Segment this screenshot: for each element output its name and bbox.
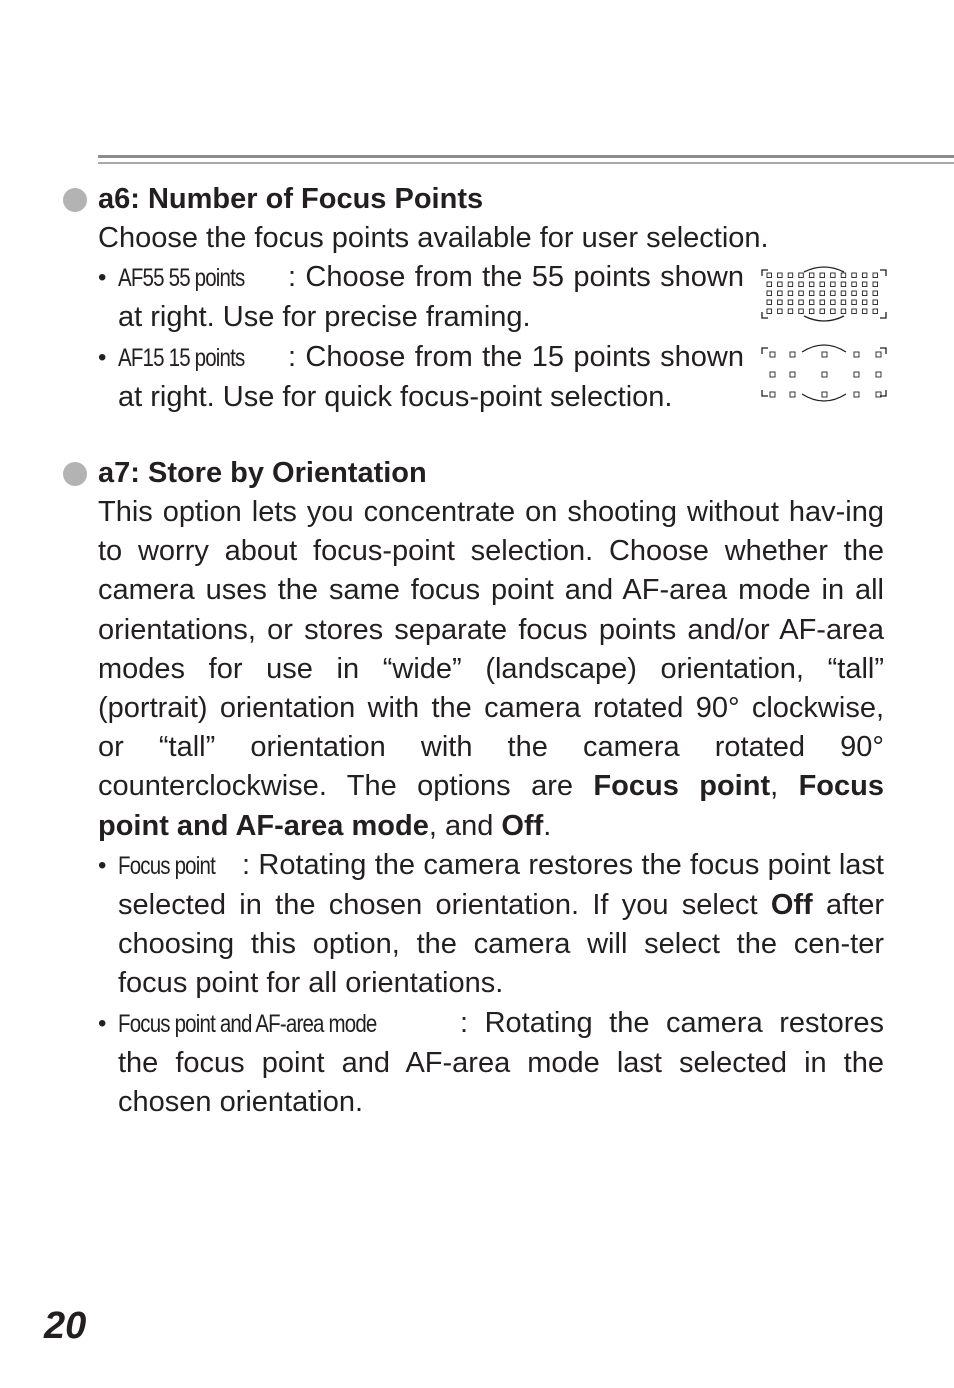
option-term: 55 points	[168, 264, 245, 293]
list-item: • AF55 55 points : Choose from the 55 points shown at right. Use for precise framing.	[98, 258, 884, 337]
focus-points-15-icon	[760, 340, 888, 410]
option-term: 15 points	[168, 343, 245, 372]
option-name: Focus point	[593, 770, 771, 803]
list-item: • Focus point : Rotating the camera restores the focus point last selected in the chosen orientation. If you select Off after choosing this option, the camera will select the cen-ter focus point for all orientations.	[98, 846, 884, 1004]
option-description: Choose from the 55 points shown at right. Use for precise framing.	[118, 261, 744, 334]
top-rule	[98, 155, 954, 158]
option-name: Focus point and AF-area mode	[98, 770, 884, 842]
section-body: This option lets you concentrate on shooting without hav-ing to worry about focus-point selection. Choose whether the camera uses the same focus point and AF-area mode in all orientations, or stores separate focus points and/or AF-area modes for use in “wide” (landscape) orientation, “tall” (portrait) orientation with the camera rotated 90° clockwise, or “tall” orientation with the camera rotated 90° counterclockwise. The options are Focus point, Focus point and AF-area mode, and Off.	[98, 496, 884, 842]
section-intro: Choose the focus points available for user selection.	[98, 222, 769, 254]
af15-label: AF15	[118, 343, 164, 372]
top-rule-secondary	[98, 162, 954, 164]
section-bullet-icon	[63, 462, 87, 486]
section-a7	[98, 454, 884, 1122]
option-name: Off	[501, 809, 544, 842]
list-item: • Focus point and AF-area mode : Rotating the camera restores the focus point and AF-area mode last selected in the chosen orientation.	[98, 1004, 884, 1123]
list-item: • AF15 15 points : Choose from the 15 points shown at right. Use for quick focus-point selection.	[98, 338, 884, 417]
section-bullet-icon	[63, 188, 87, 212]
option-term: Focus point	[118, 851, 215, 880]
af55-label: AF55	[118, 264, 164, 293]
option-description: Choose from the 15 points shown at right. Use for quick focus-point selection.	[118, 340, 744, 413]
focus-points-55-icon	[760, 264, 888, 324]
section-heading: a6: Number of Focus Points	[98, 183, 484, 215]
page-number: 20	[44, 1305, 87, 1347]
option-term: Focus point and AF-area mode	[118, 1009, 377, 1038]
option-list	[98, 846, 884, 1122]
section-heading: a7: Store by Orientation	[98, 457, 427, 489]
